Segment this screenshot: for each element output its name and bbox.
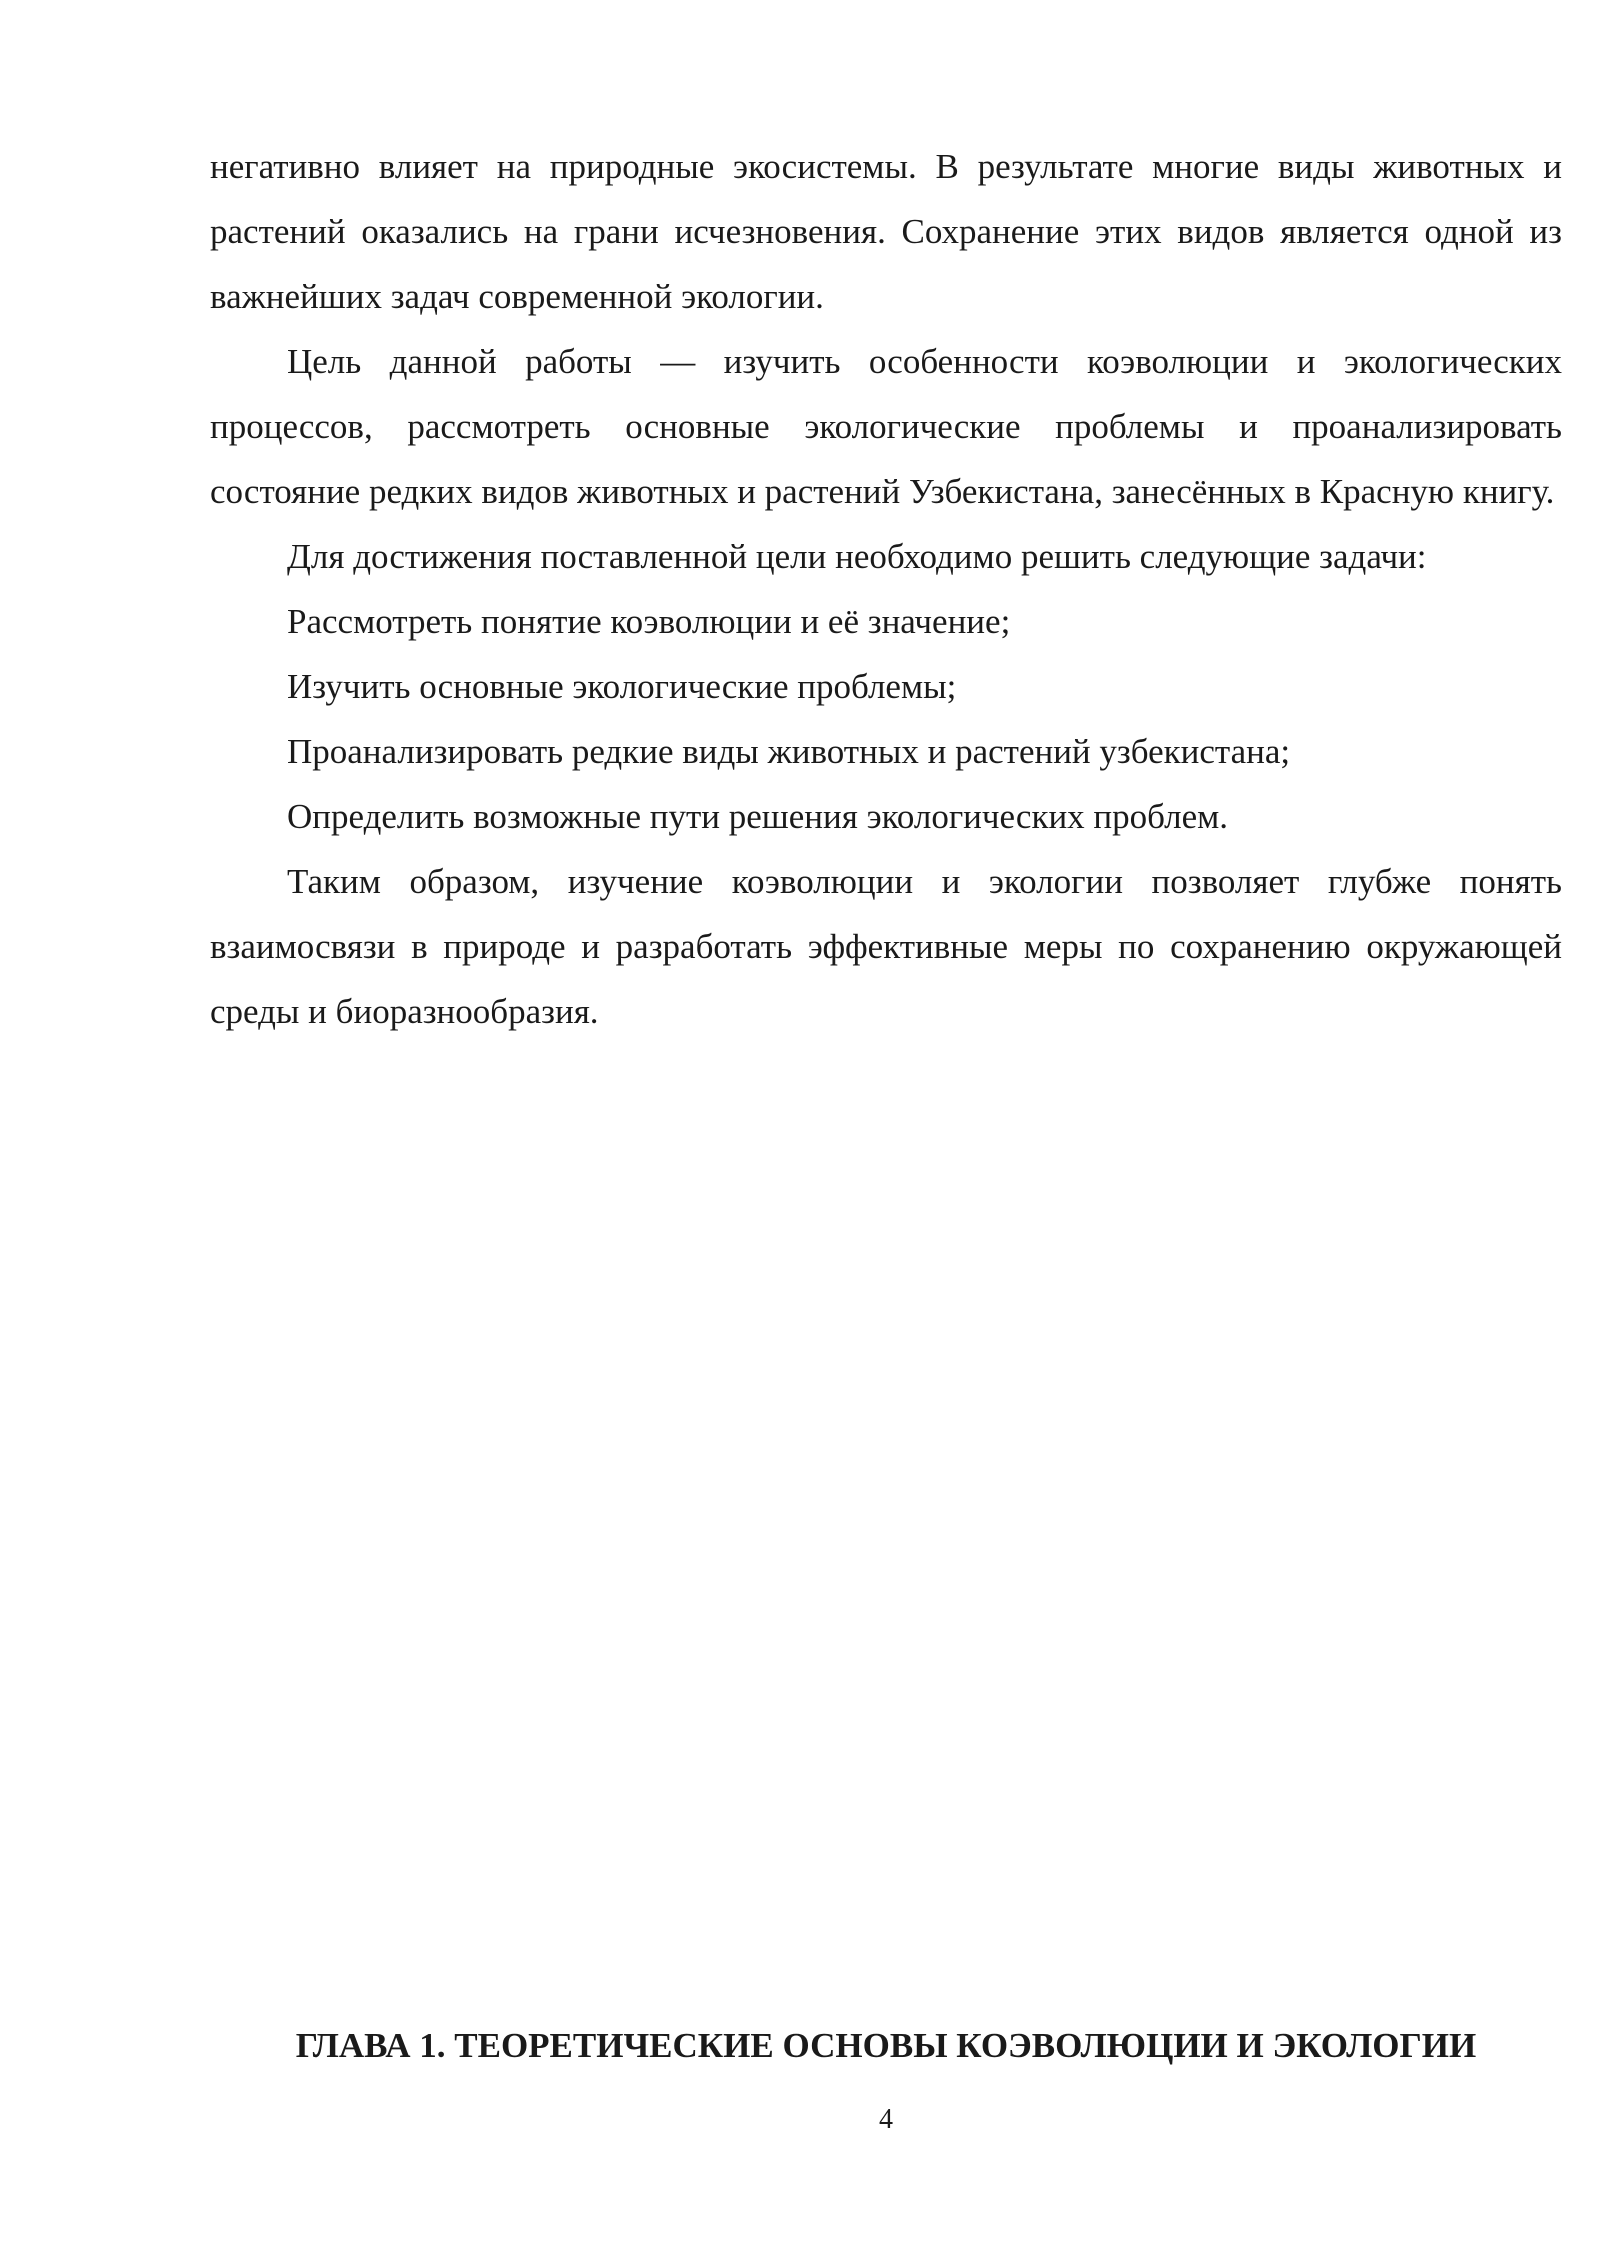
body-text — [210, 134, 1562, 1044]
paragraph-tasks-intro: Для достижения поставленной цели необходимо решить следующие задачи: — [287, 537, 1427, 576]
task-item: Проанализировать редкие виды животных и растений узбекистана; — [287, 732, 1291, 771]
task-item: Изучить основные экологические проблемы; — [287, 667, 957, 706]
paragraph-continuation: негативно влияет на природные экосистемы. В результате многие виды животных и растений оказались на грани исчезновения. Сохранение этих видов является одной из важнейших задач современной экологии. — [210, 147, 1562, 316]
page-number: 4 — [879, 2104, 893, 2135]
paragraph-goal: Цель данной работы — изучить особенности коэволюции и экологических процессов, рассмотреть основные экологические проблемы и проанализировать состояние редких видов животных и растений Узбекистана, занесённых в Красную книгу. — [210, 342, 1562, 511]
task-item: Определить возможные пути решения экологических проблем. — [287, 797, 1229, 836]
task-list — [210, 589, 1562, 849]
paragraph-conclusion: Таким образом, изучение коэволюции и экологии позволяет глубже понять взаимосвязи в природе и разработать эффективные меры по сохранению окружающей среды и биоразнообразия. — [210, 862, 1562, 1031]
task-item: Рассмотреть понятие коэволюции и её значение; — [287, 602, 1011, 641]
chapter-heading: ГЛАВА 1. ТЕОРЕТИЧЕСКИЕ ОСНОВЫ КОЭВОЛЮЦИИ И ЭКОЛОГИИ — [295, 2026, 1477, 2065]
